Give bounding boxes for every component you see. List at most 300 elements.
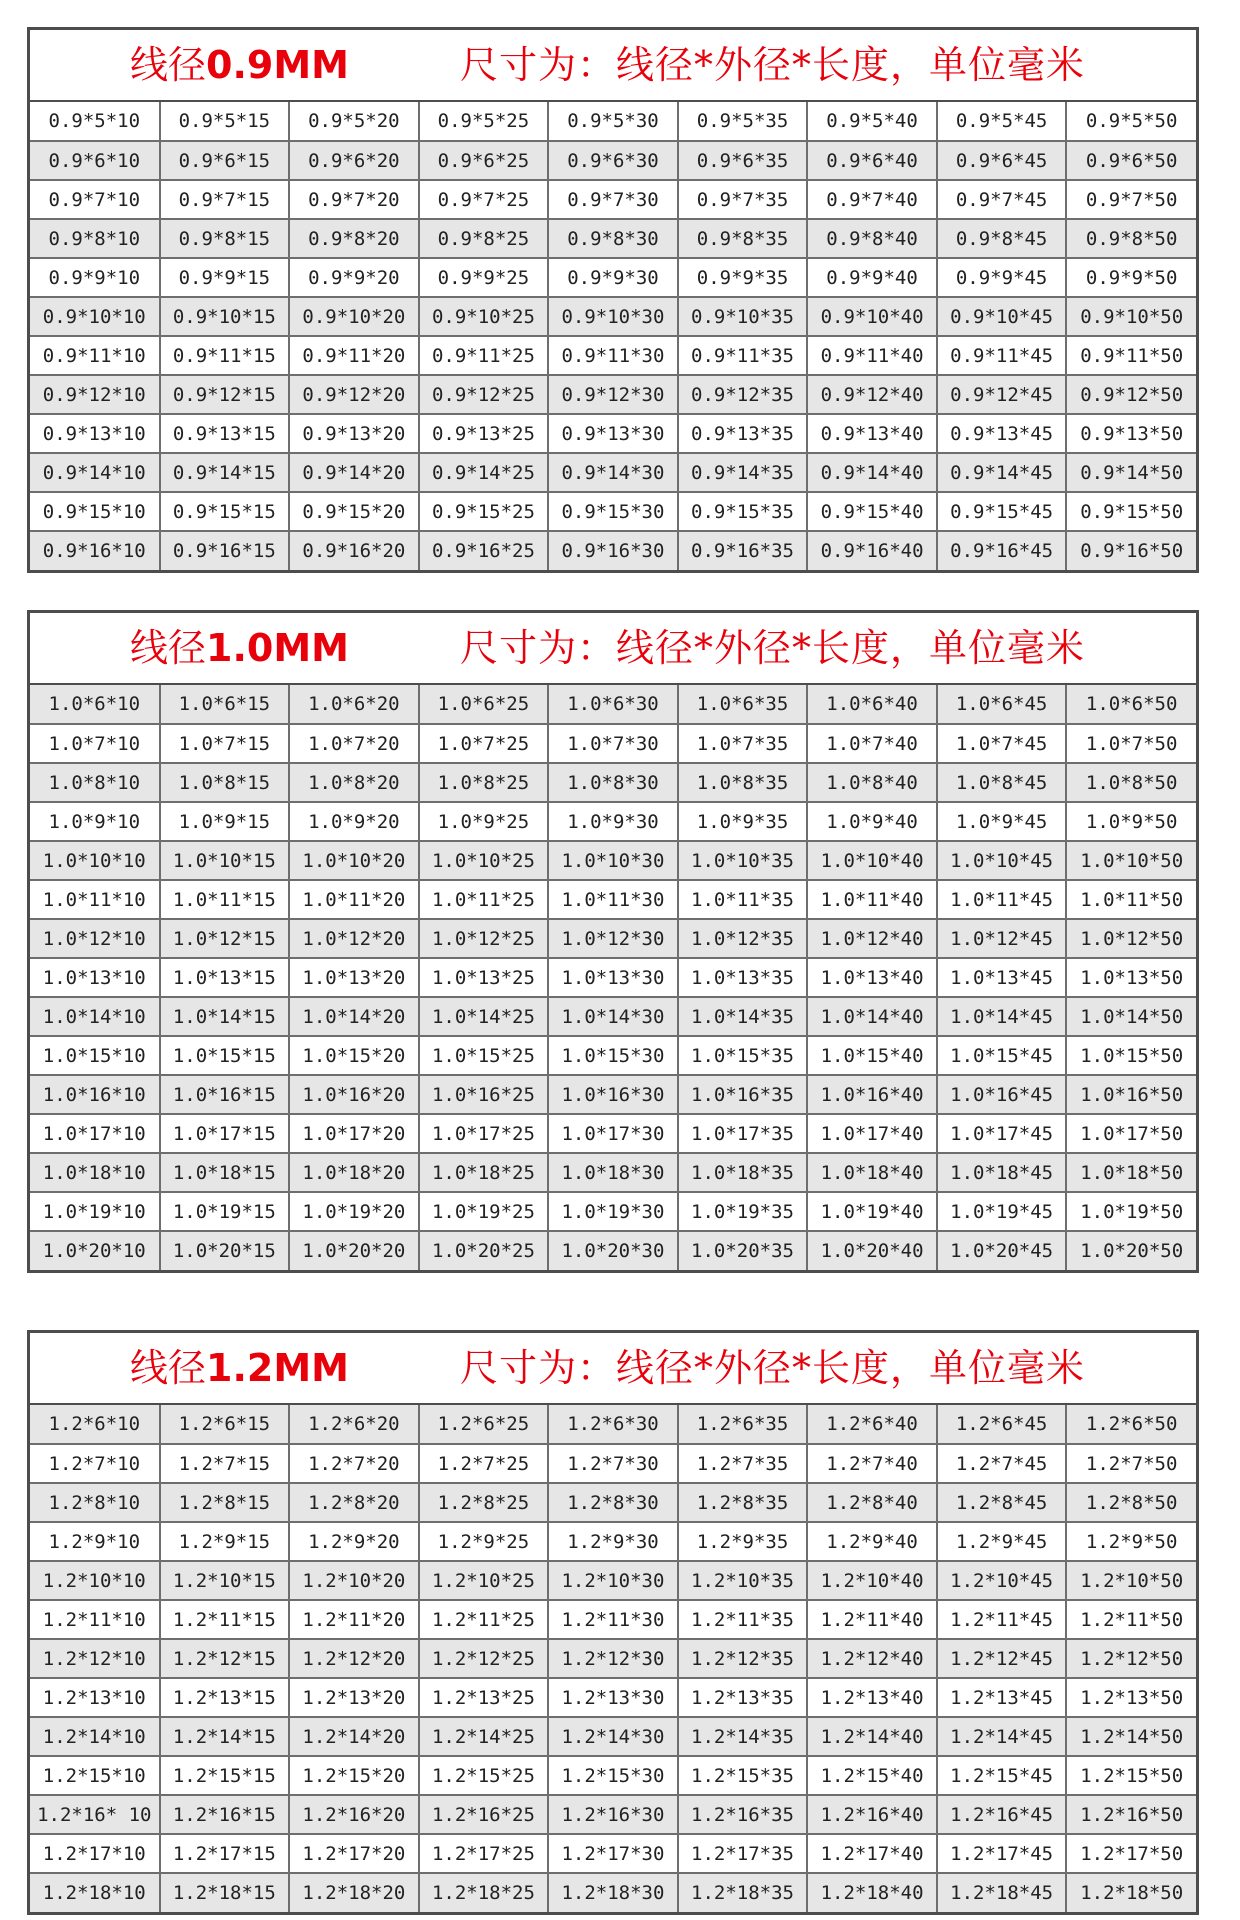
size-cell: 0.9*8*20 xyxy=(289,219,419,258)
size-cell: 1.2*17*25 xyxy=(419,1834,549,1873)
size-cell: 1.0*20*25 xyxy=(419,1231,549,1270)
size-cell: 1.0*20*40 xyxy=(807,1231,937,1270)
size-cell: 1.2*15*20 xyxy=(289,1756,419,1795)
size-cell: 1.0*6*10 xyxy=(30,685,160,724)
size-cell: 1.0*20*10 xyxy=(30,1231,160,1270)
size-cell: 0.9*6*35 xyxy=(678,141,808,180)
size-cell: 1.0*6*35 xyxy=(678,685,808,724)
size-cell: 0.9*12*45 xyxy=(937,375,1067,414)
size-cell: 1.2*10*45 xyxy=(937,1561,1067,1600)
size-cell: 1.0*16*50 xyxy=(1066,1075,1196,1114)
size-cell: 0.9*8*35 xyxy=(678,219,808,258)
size-cell: 0.9*9*15 xyxy=(160,258,290,297)
size-cell: 1.2*14*40 xyxy=(807,1717,937,1756)
size-cell: 1.2*18*50 xyxy=(1066,1873,1196,1912)
table-row xyxy=(30,297,1196,336)
size-cell: 1.2*13*35 xyxy=(678,1678,808,1717)
size-cell: 1.2*7*40 xyxy=(807,1444,937,1483)
size-cell: 0.9*13*25 xyxy=(419,414,549,453)
size-cell: 1.2*15*15 xyxy=(160,1756,290,1795)
size-cell: 0.9*5*15 xyxy=(160,102,290,141)
size-cell: 1.2*7*45 xyxy=(937,1444,1067,1483)
size-cell: 0.9*5*35 xyxy=(678,102,808,141)
size-cell: 1.0*7*20 xyxy=(289,724,419,763)
size-cell: 1.0*8*50 xyxy=(1066,763,1196,802)
size-cell: 1.0*16*35 xyxy=(678,1075,808,1114)
size-cell: 1.2*6*15 xyxy=(160,1405,290,1444)
size-cell: 1.2*14*15 xyxy=(160,1717,290,1756)
size-cell: 1.2*12*40 xyxy=(807,1639,937,1678)
size-cell: 1.0*9*10 xyxy=(30,802,160,841)
size-cell: 1.0*6*50 xyxy=(1066,685,1196,724)
size-cell: 1.0*13*35 xyxy=(678,958,808,997)
table-header xyxy=(30,613,1196,685)
table-row xyxy=(30,919,1196,958)
size-cell: 1.0*14*40 xyxy=(807,997,937,1036)
size-cell: 1.0*11*50 xyxy=(1066,880,1196,919)
size-cell: 1.0*8*15 xyxy=(160,763,290,802)
size-cell: 1.2*6*35 xyxy=(678,1405,808,1444)
size-cell: 0.9*13*15 xyxy=(160,414,290,453)
size-cell: 1.0*14*20 xyxy=(289,997,419,1036)
size-cell: 1.0*11*10 xyxy=(30,880,160,919)
table-row xyxy=(30,1075,1196,1114)
size-cell: 1.0*8*25 xyxy=(419,763,549,802)
size-cell: 1.2*16*20 xyxy=(289,1795,419,1834)
size-cell: 1.2*11*15 xyxy=(160,1600,290,1639)
wire-diameter-value: 1.2MM xyxy=(206,1346,349,1390)
size-format-note: 尺寸为：线径*外径*长度，单位毫米 xyxy=(460,43,1086,87)
size-format-note: 尺寸为：线径*外径*长度，单位毫米 xyxy=(460,626,1086,670)
size-cell: 0.9*11*50 xyxy=(1066,336,1196,375)
size-cell: 1.0*7*30 xyxy=(548,724,678,763)
size-cell: 1.0*11*35 xyxy=(678,880,808,919)
size-cell: 1.2*12*10 xyxy=(30,1639,160,1678)
size-cell: 0.9*10*30 xyxy=(548,297,678,336)
size-cell: 0.9*9*10 xyxy=(30,258,160,297)
size-cell: 1.2*11*30 xyxy=(548,1600,678,1639)
size-cell: 1.2*6*40 xyxy=(807,1405,937,1444)
size-cell: 1.0*7*10 xyxy=(30,724,160,763)
size-cell: 1.0*8*30 xyxy=(548,763,678,802)
size-cell: 0.9*7*45 xyxy=(937,180,1067,219)
size-cell: 1.2*10*25 xyxy=(419,1561,549,1600)
size-cell: 1.2*9*35 xyxy=(678,1522,808,1561)
size-cell: 0.9*6*45 xyxy=(937,141,1067,180)
size-cell: 1.2*14*50 xyxy=(1066,1717,1196,1756)
table-row xyxy=(30,763,1196,802)
size-cell: 1.0*12*10 xyxy=(30,919,160,958)
size-cell: 0.9*12*25 xyxy=(419,375,549,414)
size-cell: 0.9*7*25 xyxy=(419,180,549,219)
size-cell: 0.9*6*15 xyxy=(160,141,290,180)
size-cell: 1.0*16*25 xyxy=(419,1075,549,1114)
size-cell: 1.2*16*35 xyxy=(678,1795,808,1834)
size-cell: 1.2*10*30 xyxy=(548,1561,678,1600)
size-cell: 1.2*16*45 xyxy=(937,1795,1067,1834)
size-cell: 0.9*15*35 xyxy=(678,492,808,531)
size-cell: 1.2*13*15 xyxy=(160,1678,290,1717)
size-cell: 0.9*9*25 xyxy=(419,258,549,297)
size-cell: 1.0*19*15 xyxy=(160,1192,290,1231)
table-row xyxy=(30,1834,1196,1873)
size-cell: 1.0*19*45 xyxy=(937,1192,1067,1231)
size-cell: 1.2*9*10 xyxy=(30,1522,160,1561)
size-cell: 1.2*11*35 xyxy=(678,1600,808,1639)
size-cell: 1.2*8*30 xyxy=(548,1483,678,1522)
size-cell: 1.2*6*30 xyxy=(548,1405,678,1444)
table-row xyxy=(30,802,1196,841)
wire-diameter-prefix: 线径 xyxy=(130,626,207,670)
size-cell: 1.0*18*45 xyxy=(937,1153,1067,1192)
size-cell: 1.0*19*20 xyxy=(289,1192,419,1231)
size-cell: 0.9*9*35 xyxy=(678,258,808,297)
size-cell: 1.2*13*20 xyxy=(289,1678,419,1717)
size-cell: 1.0*20*50 xyxy=(1066,1231,1196,1270)
size-cell: 1.0*7*40 xyxy=(807,724,937,763)
size-cell: 1.0*9*15 xyxy=(160,802,290,841)
size-cell: 1.0*14*50 xyxy=(1066,997,1196,1036)
size-cell: 1.2*17*45 xyxy=(937,1834,1067,1873)
size-cell: 1.2*16*50 xyxy=(1066,1795,1196,1834)
size-cell: 0.9*5*50 xyxy=(1066,102,1196,141)
size-cell: 1.2*6*10 xyxy=(30,1405,160,1444)
table-row xyxy=(30,1114,1196,1153)
size-cell: 0.9*9*20 xyxy=(289,258,419,297)
size-cell: 0.9*7*10 xyxy=(30,180,160,219)
size-cell: 1.2*16* 10 xyxy=(30,1795,160,1834)
size-cell: 1.2*12*45 xyxy=(937,1639,1067,1678)
size-cell: 1.0*12*25 xyxy=(419,919,549,958)
size-cell: 0.9*5*10 xyxy=(30,102,160,141)
size-cell: 1.2*8*35 xyxy=(678,1483,808,1522)
table-row xyxy=(30,180,1196,219)
size-cell: 1.0*12*35 xyxy=(678,919,808,958)
size-cell: 0.9*10*40 xyxy=(807,297,937,336)
size-cell: 1.0*13*20 xyxy=(289,958,419,997)
size-cell: 0.9*11*30 xyxy=(548,336,678,375)
size-cell: 1.2*12*20 xyxy=(289,1639,419,1678)
size-cell: 0.9*15*40 xyxy=(807,492,937,531)
size-cell: 0.9*6*40 xyxy=(807,141,937,180)
size-cell: 1.2*17*50 xyxy=(1066,1834,1196,1873)
spec-table-0-9mm xyxy=(27,27,1199,573)
size-cell: 0.9*15*20 xyxy=(289,492,419,531)
size-cell: 1.0*11*40 xyxy=(807,880,937,919)
size-cell: 1.0*7*50 xyxy=(1066,724,1196,763)
size-cell: 1.0*12*45 xyxy=(937,919,1067,958)
size-cell: 1.0*16*30 xyxy=(548,1075,678,1114)
size-cell: 1.2*10*50 xyxy=(1066,1561,1196,1600)
size-cell: 1.2*7*10 xyxy=(30,1444,160,1483)
size-cell: 1.0*14*10 xyxy=(30,997,160,1036)
size-cell: 1.2*17*15 xyxy=(160,1834,290,1873)
wire-diameter-title xyxy=(130,626,349,670)
size-cell: 0.9*14*25 xyxy=(419,453,549,492)
size-cell: 1.2*14*10 xyxy=(30,1717,160,1756)
size-cell: 1.2*18*30 xyxy=(548,1873,678,1912)
size-cell: 1.0*15*10 xyxy=(30,1036,160,1075)
size-cell: 0.9*15*25 xyxy=(419,492,549,531)
table-row xyxy=(30,336,1196,375)
size-cell: 1.0*17*35 xyxy=(678,1114,808,1153)
size-cell: 1.0*14*30 xyxy=(548,997,678,1036)
size-cell: 1.0*18*35 xyxy=(678,1153,808,1192)
size-cell: 1.0*15*35 xyxy=(678,1036,808,1075)
size-cell: 1.0*17*15 xyxy=(160,1114,290,1153)
size-cell: 1.0*19*40 xyxy=(807,1192,937,1231)
size-cell: 1.2*12*25 xyxy=(419,1639,549,1678)
size-cell: 1.0*13*50 xyxy=(1066,958,1196,997)
size-cell: 0.9*14*35 xyxy=(678,453,808,492)
size-cell: 0.9*11*45 xyxy=(937,336,1067,375)
size-cell: 1.0*11*15 xyxy=(160,880,290,919)
table-row xyxy=(30,1756,1196,1795)
size-cell: 0.9*13*10 xyxy=(30,414,160,453)
size-cell: 1.2*7*25 xyxy=(419,1444,549,1483)
size-cell: 1.0*13*30 xyxy=(548,958,678,997)
size-cell: 1.2*17*35 xyxy=(678,1834,808,1873)
size-grid xyxy=(30,102,1196,570)
table-row xyxy=(30,841,1196,880)
size-cell: 0.9*11*35 xyxy=(678,336,808,375)
size-cell: 0.9*16*15 xyxy=(160,531,290,570)
size-cell: 1.0*16*20 xyxy=(289,1075,419,1114)
size-cell: 1.0*17*40 xyxy=(807,1114,937,1153)
table-row xyxy=(30,1192,1196,1231)
size-cell: 0.9*11*10 xyxy=(30,336,160,375)
size-cell: 0.9*12*35 xyxy=(678,375,808,414)
size-cell: 1.0*13*10 xyxy=(30,958,160,997)
size-grid xyxy=(30,1405,1196,1912)
table-row xyxy=(30,1678,1196,1717)
size-cell: 1.2*17*40 xyxy=(807,1834,937,1873)
size-cell: 1.2*10*10 xyxy=(30,1561,160,1600)
size-cell: 1.0*19*10 xyxy=(30,1192,160,1231)
size-cell: 0.9*14*30 xyxy=(548,453,678,492)
size-cell: 1.0*20*30 xyxy=(548,1231,678,1270)
size-cell: 1.0*14*25 xyxy=(419,997,549,1036)
size-cell: 1.0*16*40 xyxy=(807,1075,937,1114)
size-cell: 1.0*10*50 xyxy=(1066,841,1196,880)
spec-table-1-0mm xyxy=(27,610,1199,1273)
size-cell: 1.0*18*50 xyxy=(1066,1153,1196,1192)
size-cell: 1.2*9*50 xyxy=(1066,1522,1196,1561)
size-cell: 1.0*6*45 xyxy=(937,685,1067,724)
size-cell: 1.0*17*50 xyxy=(1066,1114,1196,1153)
size-cell: 0.9*13*50 xyxy=(1066,414,1196,453)
size-cell: 1.2*18*10 xyxy=(30,1873,160,1912)
size-cell: 0.9*16*50 xyxy=(1066,531,1196,570)
size-cell: 0.9*15*50 xyxy=(1066,492,1196,531)
size-cell: 1.2*16*30 xyxy=(548,1795,678,1834)
size-cell: 1.0*15*45 xyxy=(937,1036,1067,1075)
size-cell: 1.2*7*15 xyxy=(160,1444,290,1483)
size-cell: 0.9*8*25 xyxy=(419,219,549,258)
size-cell: 0.9*12*15 xyxy=(160,375,290,414)
size-cell: 1.0*10*35 xyxy=(678,841,808,880)
table-row xyxy=(30,958,1196,997)
size-cell: 0.9*6*30 xyxy=(548,141,678,180)
size-cell: 0.9*8*40 xyxy=(807,219,937,258)
size-cell: 1.2*13*50 xyxy=(1066,1678,1196,1717)
size-cell: 1.0*18*10 xyxy=(30,1153,160,1192)
size-cell: 1.2*9*40 xyxy=(807,1522,937,1561)
size-cell: 1.2*12*50 xyxy=(1066,1639,1196,1678)
size-cell: 1.2*9*20 xyxy=(289,1522,419,1561)
size-cell: 1.0*13*40 xyxy=(807,958,937,997)
size-cell: 1.2*9*30 xyxy=(548,1522,678,1561)
size-cell: 1.2*18*15 xyxy=(160,1873,290,1912)
size-cell: 0.9*15*15 xyxy=(160,492,290,531)
size-cell: 1.2*17*10 xyxy=(30,1834,160,1873)
size-cell: 0.9*12*40 xyxy=(807,375,937,414)
size-cell: 1.0*6*30 xyxy=(548,685,678,724)
size-cell: 1.2*12*30 xyxy=(548,1639,678,1678)
size-cell: 1.0*10*10 xyxy=(30,841,160,880)
size-cell: 1.2*8*40 xyxy=(807,1483,937,1522)
size-cell: 0.9*10*15 xyxy=(160,297,290,336)
size-cell: 1.0*6*40 xyxy=(807,685,937,724)
size-cell: 1.0*10*30 xyxy=(548,841,678,880)
size-cell: 0.9*11*20 xyxy=(289,336,419,375)
size-cell: 1.2*9*25 xyxy=(419,1522,549,1561)
size-cell: 1.2*8*25 xyxy=(419,1483,549,1522)
size-cell: 1.0*9*20 xyxy=(289,802,419,841)
size-cell: 0.9*15*10 xyxy=(30,492,160,531)
size-cell: 1.0*7*15 xyxy=(160,724,290,763)
table-row xyxy=(30,1873,1196,1912)
size-cell: 1.2*16*25 xyxy=(419,1795,549,1834)
size-cell: 1.0*18*15 xyxy=(160,1153,290,1192)
size-cell: 0.9*6*10 xyxy=(30,141,160,180)
size-cell: 1.0*15*25 xyxy=(419,1036,549,1075)
size-cell: 0.9*7*20 xyxy=(289,180,419,219)
size-cell: 0.9*16*20 xyxy=(289,531,419,570)
size-cell: 1.2*6*45 xyxy=(937,1405,1067,1444)
size-cell: 1.0*12*20 xyxy=(289,919,419,958)
size-cell: 1.0*12*40 xyxy=(807,919,937,958)
size-cell: 1.2*17*30 xyxy=(548,1834,678,1873)
size-cell: 1.0*7*25 xyxy=(419,724,549,763)
table-row xyxy=(30,1795,1196,1834)
size-cell: 0.9*12*50 xyxy=(1066,375,1196,414)
size-cell: 0.9*10*45 xyxy=(937,297,1067,336)
wire-diameter-prefix: 线径 xyxy=(130,43,207,87)
size-cell: 1.0*20*45 xyxy=(937,1231,1067,1270)
size-cell: 1.2*15*30 xyxy=(548,1756,678,1795)
size-cell: 0.9*8*30 xyxy=(548,219,678,258)
size-cell: 1.2*12*15 xyxy=(160,1639,290,1678)
size-cell: 1.0*15*40 xyxy=(807,1036,937,1075)
size-cell: 1.2*14*25 xyxy=(419,1717,549,1756)
size-cell: 1.0*8*20 xyxy=(289,763,419,802)
size-cell: 0.9*14*15 xyxy=(160,453,290,492)
size-cell: 1.2*7*20 xyxy=(289,1444,419,1483)
table-row xyxy=(30,880,1196,919)
size-cell: 1.0*17*20 xyxy=(289,1114,419,1153)
wire-diameter-value: 1.0MM xyxy=(206,626,349,670)
size-cell: 1.2*8*15 xyxy=(160,1483,290,1522)
size-cell: 0.9*8*50 xyxy=(1066,219,1196,258)
size-cell: 1.0*17*45 xyxy=(937,1114,1067,1153)
size-cell: 1.0*15*50 xyxy=(1066,1036,1196,1075)
size-cell: 1.0*16*10 xyxy=(30,1075,160,1114)
size-cell: 1.0*12*15 xyxy=(160,919,290,958)
size-cell: 0.9*6*50 xyxy=(1066,141,1196,180)
size-cell: 1.0*10*40 xyxy=(807,841,937,880)
size-cell: 1.2*6*50 xyxy=(1066,1405,1196,1444)
table-row xyxy=(30,1153,1196,1192)
size-cell: 0.9*5*30 xyxy=(548,102,678,141)
size-cell: 0.9*16*25 xyxy=(419,531,549,570)
size-cell: 0.9*6*25 xyxy=(419,141,549,180)
size-cell: 1.2*15*10 xyxy=(30,1756,160,1795)
size-cell: 1.0*14*45 xyxy=(937,997,1067,1036)
size-cell: 1.2*15*25 xyxy=(419,1756,549,1795)
size-cell: 1.0*11*20 xyxy=(289,880,419,919)
size-cell: 1.0*9*45 xyxy=(937,802,1067,841)
wire-diameter-prefix: 线径 xyxy=(130,1346,207,1390)
size-cell: 1.0*11*30 xyxy=(548,880,678,919)
size-cell: 0.9*14*50 xyxy=(1066,453,1196,492)
size-cell: 0.9*16*10 xyxy=(30,531,160,570)
size-cell: 1.2*11*40 xyxy=(807,1600,937,1639)
size-cell: 1.2*9*15 xyxy=(160,1522,290,1561)
size-cell: 1.2*18*35 xyxy=(678,1873,808,1912)
size-cell: 1.0*11*45 xyxy=(937,880,1067,919)
size-cell: 0.9*11*15 xyxy=(160,336,290,375)
size-cell: 1.2*15*35 xyxy=(678,1756,808,1795)
table-header xyxy=(30,30,1196,102)
size-cell: 1.2*7*30 xyxy=(548,1444,678,1483)
table-row xyxy=(30,1561,1196,1600)
size-cell: 1.0*10*20 xyxy=(289,841,419,880)
size-cell: 1.2*6*25 xyxy=(419,1405,549,1444)
size-cell: 1.2*11*45 xyxy=(937,1600,1067,1639)
size-cell: 1.0*17*30 xyxy=(548,1114,678,1153)
size-cell: 1.0*9*25 xyxy=(419,802,549,841)
size-cell: 1.2*14*45 xyxy=(937,1717,1067,1756)
size-cell: 1.2*18*40 xyxy=(807,1873,937,1912)
table-row xyxy=(30,1639,1196,1678)
size-cell: 0.9*8*10 xyxy=(30,219,160,258)
table-row xyxy=(30,724,1196,763)
size-cell: 0.9*15*30 xyxy=(548,492,678,531)
wire-diameter-title xyxy=(130,43,349,87)
size-cell: 0.9*5*45 xyxy=(937,102,1067,141)
table-row xyxy=(30,141,1196,180)
size-cell: 1.0*8*40 xyxy=(807,763,937,802)
size-cell: 0.9*9*40 xyxy=(807,258,937,297)
table-row xyxy=(30,531,1196,570)
size-grid xyxy=(30,685,1196,1270)
size-cell: 0.9*7*40 xyxy=(807,180,937,219)
size-cell: 1.2*13*10 xyxy=(30,1678,160,1717)
size-cell: 1.0*7*45 xyxy=(937,724,1067,763)
table-row xyxy=(30,685,1196,724)
wire-diameter-value: 0.9MM xyxy=(206,43,349,87)
size-cell: 0.9*7*15 xyxy=(160,180,290,219)
size-cell: 0.9*9*30 xyxy=(548,258,678,297)
size-cell: 0.9*6*20 xyxy=(289,141,419,180)
table-header xyxy=(30,1333,1196,1405)
size-cell: 1.2*15*45 xyxy=(937,1756,1067,1795)
size-cell: 1.2*17*20 xyxy=(289,1834,419,1873)
size-cell: 0.9*5*25 xyxy=(419,102,549,141)
size-cell: 0.9*5*20 xyxy=(289,102,419,141)
size-cell: 0.9*14*10 xyxy=(30,453,160,492)
